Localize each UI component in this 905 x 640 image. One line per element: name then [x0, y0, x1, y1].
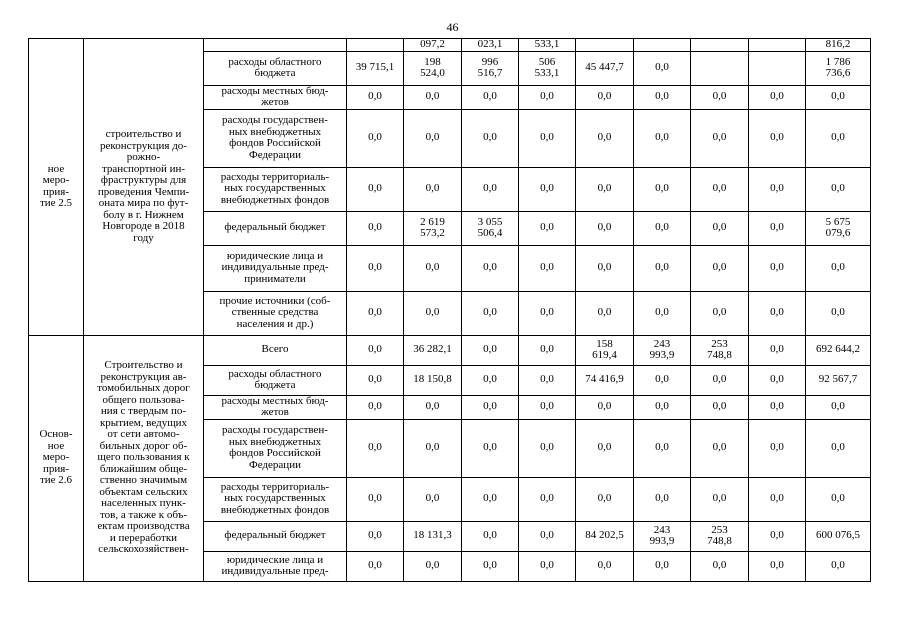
value-cell: 0,0 — [634, 419, 691, 477]
value-cell: 0,0 — [749, 211, 806, 245]
value-cell: 0,0 — [462, 521, 519, 551]
value-cell: 0,0 — [634, 551, 691, 581]
value-cell: 0,0 — [806, 551, 871, 581]
value-cell: 0,0 — [347, 291, 404, 335]
value-cell: 0,0 — [634, 109, 691, 167]
value-cell: 0,0 — [347, 477, 404, 521]
value-cell: 0,0 — [404, 419, 462, 477]
value-cell: 0,0 — [749, 419, 806, 477]
funding-source: расходы местных бюд- жетов — [204, 395, 347, 419]
measure-description-2-6: Строительство и реконструкция ав- томобильных дорог общего пользова- ния с твердым по- крытием, ведущих от сети автомо- бильных дорог об- щего пользования к ближайшим обще- ственно значимым объектам сельских населенных пунк- тов, а также к объ- ектам производства и переработки сельскохозяйствен- — [84, 335, 204, 581]
value-cell: 0,0 — [404, 167, 462, 211]
funding-source: юридические лица и индивидуальные пред- — [204, 551, 347, 581]
value-cell: 0,0 — [576, 551, 634, 581]
value-cell: 39 715,1 — [347, 51, 404, 85]
value-cell: 0,0 — [519, 245, 576, 291]
value-cell: 0,0 — [691, 395, 749, 419]
value-cell: 5 675 079,6 — [806, 211, 871, 245]
value-cell: 0,0 — [749, 365, 806, 395]
value-cell: 0,0 — [691, 109, 749, 167]
value-cell: 0,0 — [691, 245, 749, 291]
value-cell: 0,0 — [404, 477, 462, 521]
value-cell: 0,0 — [806, 419, 871, 477]
value-cell: 0,0 — [691, 211, 749, 245]
value-cell: 0,0 — [576, 109, 634, 167]
value-cell: 0,0 — [462, 395, 519, 419]
value-cell: 0,0 — [634, 211, 691, 245]
value-cell: 0,0 — [404, 551, 462, 581]
funding-source: Всего — [204, 335, 347, 365]
value-cell: 600 076,5 — [806, 521, 871, 551]
value-cell: 0,0 — [462, 109, 519, 167]
budget-table — [28, 38, 871, 582]
value-cell — [347, 39, 404, 52]
value-cell: 0,0 — [634, 477, 691, 521]
funding-source: расходы местных бюд- жетов — [204, 85, 347, 109]
value-cell: 0,0 — [347, 335, 404, 365]
value-cell — [576, 39, 634, 52]
value-cell: 0,0 — [519, 291, 576, 335]
value-cell: 0,0 — [347, 521, 404, 551]
value-cell: 0,0 — [347, 419, 404, 477]
value-cell: 0,0 — [749, 551, 806, 581]
value-cell: 0,0 — [749, 395, 806, 419]
value-cell — [691, 51, 749, 85]
value-cell: 0,0 — [347, 85, 404, 109]
value-cell: 0,0 — [462, 365, 519, 395]
page-number: 46 — [446, 20, 459, 34]
value-cell: 0,0 — [749, 245, 806, 291]
funding-source: расходы государствен- ных внебюджетных фондов Российской Федерации — [204, 419, 347, 477]
value-cell: 0,0 — [806, 291, 871, 335]
value-cell: 0,0 — [462, 291, 519, 335]
value-cell: 92 567,7 — [806, 365, 871, 395]
value-cell: 533,1 — [519, 39, 576, 52]
value-cell: 0,0 — [691, 477, 749, 521]
value-cell: 0,0 — [634, 245, 691, 291]
value-cell: 0,0 — [691, 419, 749, 477]
funding-source: расходы областного бюджета — [204, 51, 347, 85]
value-cell: 692 644,2 — [806, 335, 871, 365]
value-cell: 0,0 — [634, 291, 691, 335]
value-cell: 0,0 — [347, 211, 404, 245]
value-cell: 0,0 — [634, 85, 691, 109]
value-cell: 18 131,3 — [404, 521, 462, 551]
value-cell: 0,0 — [576, 245, 634, 291]
value-cell: 0,0 — [519, 365, 576, 395]
value-cell: 0,0 — [806, 85, 871, 109]
value-cell: 0,0 — [404, 245, 462, 291]
value-cell: 0,0 — [404, 291, 462, 335]
value-cell: 023,1 — [462, 39, 519, 52]
value-cell: 0,0 — [806, 477, 871, 521]
value-cell: 158 619,4 — [576, 335, 634, 365]
value-cell: 0,0 — [462, 85, 519, 109]
value-cell: 198 524,0 — [404, 51, 462, 85]
value-cell: 0,0 — [576, 419, 634, 477]
value-cell: 36 282,1 — [404, 335, 462, 365]
value-cell: 0,0 — [691, 167, 749, 211]
value-cell: 0,0 — [749, 291, 806, 335]
value-cell: 0,0 — [691, 291, 749, 335]
value-cell: 18 150,8 — [404, 365, 462, 395]
funding-source: юридические лица и индивидуальные пред- приниматели — [204, 245, 347, 291]
value-cell: 0,0 — [404, 395, 462, 419]
measure-label-2-5: ное меро- прия- тие 2.5 — [29, 39, 84, 336]
value-cell: 0,0 — [462, 551, 519, 581]
value-cell: 0,0 — [749, 477, 806, 521]
value-cell: 0,0 — [749, 167, 806, 211]
value-cell: 0,0 — [347, 245, 404, 291]
value-cell: 84 202,5 — [576, 521, 634, 551]
value-cell: 1 786 736,6 — [806, 51, 871, 85]
value-cell: 0,0 — [404, 85, 462, 109]
value-cell: 0,0 — [576, 477, 634, 521]
value-cell: 0,0 — [347, 395, 404, 419]
value-cell: 0,0 — [576, 85, 634, 109]
funding-source: федеральный бюджет — [204, 521, 347, 551]
value-cell — [749, 39, 806, 52]
table-row — [29, 335, 871, 365]
value-cell: 0,0 — [347, 167, 404, 211]
value-cell: 0,0 — [462, 335, 519, 365]
value-cell: 0,0 — [462, 477, 519, 521]
value-cell: 0,0 — [519, 419, 576, 477]
value-cell: 0,0 — [519, 477, 576, 521]
value-cell: 0,0 — [576, 211, 634, 245]
funding-source: расходы государствен- ных внебюджетных фондов Российской Федерации — [204, 109, 347, 167]
value-cell: 0,0 — [806, 167, 871, 211]
funding-source: расходы областного бюджета — [204, 365, 347, 395]
value-cell — [749, 51, 806, 85]
value-cell: 0,0 — [519, 395, 576, 419]
value-cell: 0,0 — [691, 365, 749, 395]
value-cell: 0,0 — [462, 167, 519, 211]
value-cell: 0,0 — [519, 211, 576, 245]
value-cell: 2 619 573,2 — [404, 211, 462, 245]
value-cell: 097,2 — [404, 39, 462, 52]
value-cell: 0,0 — [749, 335, 806, 365]
value-cell: 243 993,9 — [634, 521, 691, 551]
value-cell: 0,0 — [347, 551, 404, 581]
value-cell: 0,0 — [576, 291, 634, 335]
value-cell: 0,0 — [806, 245, 871, 291]
value-cell: 253 748,8 — [691, 521, 749, 551]
value-cell: 0,0 — [806, 109, 871, 167]
value-cell: 0,0 — [404, 109, 462, 167]
measure-label-2-6: Основ- ное меро- прия- тие 2.6 — [29, 335, 84, 581]
table-row — [29, 39, 871, 52]
value-cell: 0,0 — [462, 419, 519, 477]
value-cell: 996 516,7 — [462, 51, 519, 85]
value-cell — [634, 39, 691, 52]
value-cell: 0,0 — [519, 85, 576, 109]
funding-source — [204, 39, 347, 52]
value-cell: 45 447,7 — [576, 51, 634, 85]
value-cell: 0,0 — [749, 109, 806, 167]
value-cell: 0,0 — [634, 395, 691, 419]
value-cell: 0,0 — [519, 521, 576, 551]
funding-source: расходы территориаль- ных государственных внебюджетных фондов — [204, 477, 347, 521]
value-cell: 74 416,9 — [576, 365, 634, 395]
value-cell: 0,0 — [634, 365, 691, 395]
value-cell: 0,0 — [519, 551, 576, 581]
value-cell: 0,0 — [749, 521, 806, 551]
value-cell — [691, 39, 749, 52]
funding-source: прочие источники (соб- ственные средства населения и др.) — [204, 291, 347, 335]
value-cell: 3 055 506,4 — [462, 211, 519, 245]
value-cell: 253 748,8 — [691, 335, 749, 365]
value-cell: 0,0 — [576, 395, 634, 419]
value-cell: 506 533,1 — [519, 51, 576, 85]
value-cell: 0,0 — [462, 245, 519, 291]
funding-source: федеральный бюджет — [204, 211, 347, 245]
value-cell: 0,0 — [347, 365, 404, 395]
value-cell: 243 993,9 — [634, 335, 691, 365]
value-cell: 0,0 — [576, 167, 634, 211]
value-cell: 816,2 — [806, 39, 871, 52]
value-cell: 0,0 — [519, 335, 576, 365]
value-cell: 0,0 — [347, 109, 404, 167]
value-cell: 0,0 — [519, 109, 576, 167]
value-cell: 0,0 — [691, 551, 749, 581]
value-cell: 0,0 — [749, 85, 806, 109]
value-cell: 0,0 — [806, 395, 871, 419]
value-cell: 0,0 — [634, 51, 691, 85]
measure-description-2-5: строительство и реконструкция до- рожно- транспортной ин- фраструктуры для проведения Чемпи- оната мира по фут- болу в г. Нижнем Новгороде в 2018 году — [84, 39, 204, 336]
value-cell: 0,0 — [634, 167, 691, 211]
value-cell: 0,0 — [691, 85, 749, 109]
funding-source: расходы территориаль- ных государственных внебюджетных фондов — [204, 167, 347, 211]
value-cell: 0,0 — [519, 167, 576, 211]
